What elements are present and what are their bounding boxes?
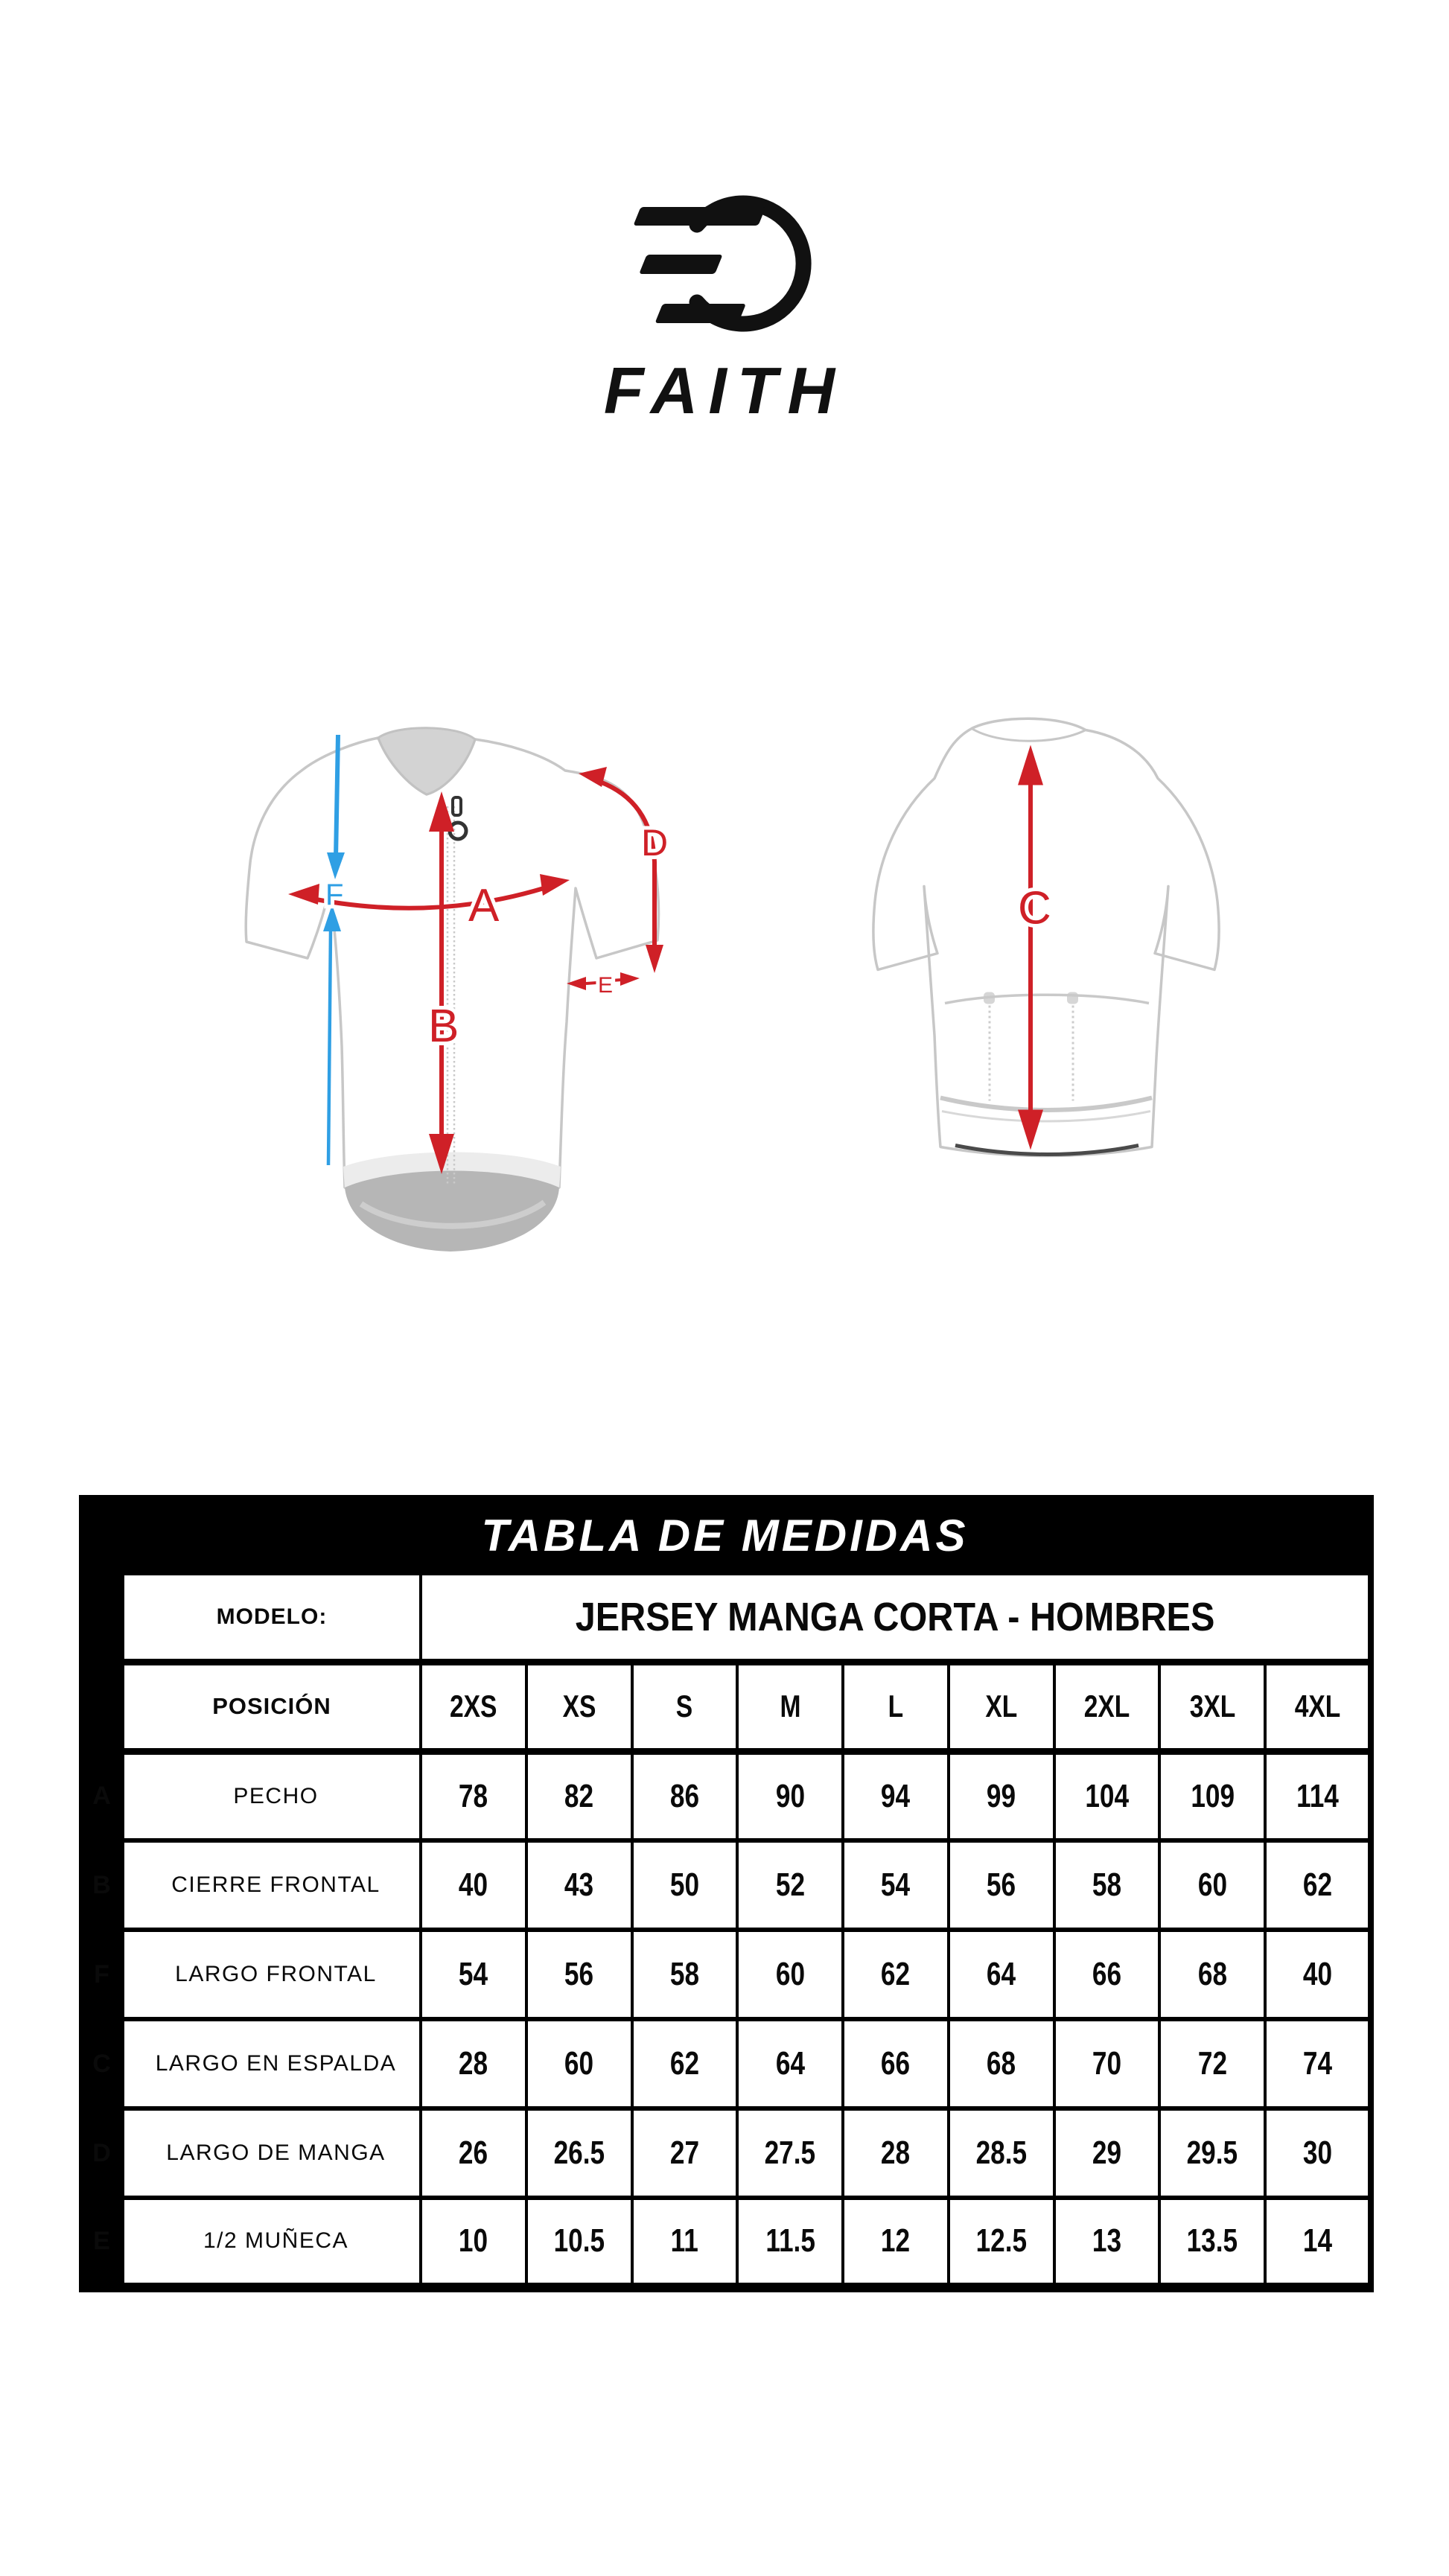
- model-label: MODELO:: [123, 1574, 421, 1662]
- row-label: LARGO FRONTAL: [123, 1930, 421, 2019]
- letter-column-spacer: [80, 1574, 123, 1662]
- model-row: [80, 1574, 1371, 1662]
- back-label-C: C: [1018, 882, 1051, 934]
- value-cell: 12: [843, 2198, 949, 2287]
- table-row: [80, 2019, 1371, 2108]
- letter-column-spacer: [80, 1662, 123, 1751]
- value-cell: 13.5: [1159, 2198, 1265, 2287]
- value-cell: 43: [526, 1840, 632, 1930]
- size-table: [79, 1495, 1374, 2292]
- value-cell: 58: [632, 1930, 738, 2019]
- table-title: TABLA DE MEDIDAS: [80, 1496, 1371, 1574]
- value-cell: 40: [421, 1840, 526, 1930]
- value-cell: 60: [526, 2019, 632, 2108]
- size-header: 2XL: [1054, 1662, 1160, 1751]
- front-label-A: A: [468, 880, 500, 931]
- front-label-E: E: [598, 973, 614, 998]
- front-label-D: D: [641, 822, 669, 864]
- row-letter: E: [80, 2198, 123, 2287]
- value-cell: 26.5: [526, 2108, 632, 2198]
- value-cell: 72: [1159, 2019, 1265, 2108]
- value-cell: 104: [1054, 1751, 1160, 1840]
- value-cell: 90: [737, 1751, 843, 1840]
- size-header: 4XL: [1265, 1662, 1371, 1751]
- row-label: 1/2 MUÑECA: [123, 2198, 421, 2287]
- size-header: L: [843, 1662, 949, 1751]
- size-header: XS: [526, 1662, 632, 1751]
- row-letter: D: [80, 2108, 123, 2198]
- front-label-B: B: [428, 1001, 459, 1052]
- value-cell: 11.5: [737, 2198, 843, 2287]
- faith-logo: [628, 188, 821, 337]
- value-cell: 28: [843, 2108, 949, 2198]
- value-cell: 68: [1159, 1930, 1265, 2019]
- value-cell: 28.5: [949, 2108, 1054, 2198]
- value-cell: 70: [1054, 2019, 1160, 2108]
- table-row: [80, 2198, 1371, 2287]
- value-cell: 66: [843, 2019, 949, 2108]
- value-cell: 68: [949, 2019, 1054, 2108]
- front-label-F: F: [325, 879, 344, 911]
- value-cell: 28: [421, 2019, 526, 2108]
- value-cell: 78: [421, 1751, 526, 1840]
- row-label: PECHO: [123, 1751, 421, 1840]
- row-letter: B: [80, 1840, 123, 1930]
- row-label: LARGO DE MANGA: [123, 2108, 421, 2198]
- value-cell: 62: [632, 2019, 738, 2108]
- value-cell: 64: [949, 1930, 1054, 2019]
- value-cell: 52: [737, 1840, 843, 1930]
- size-header: XL: [949, 1662, 1054, 1751]
- value-cell: 56: [526, 1930, 632, 2019]
- value-cell: 86: [632, 1751, 738, 1840]
- value-cell: 14: [1265, 2198, 1371, 2287]
- value-cell: 29: [1054, 2108, 1160, 2198]
- value-cell: 99: [949, 1751, 1054, 1840]
- value-cell: 60: [1159, 1840, 1265, 1930]
- value-cell: 94: [843, 1751, 949, 1840]
- row-label: LARGO EN ESPALDA: [123, 2019, 421, 2108]
- back-jersey-diagram: [806, 706, 1287, 1260]
- value-cell: 27.5: [737, 2108, 843, 2198]
- value-cell: 54: [843, 1840, 949, 1930]
- size-header: 2XS: [421, 1662, 526, 1751]
- value-cell: 54: [421, 1930, 526, 2019]
- value-cell: 50: [632, 1840, 738, 1930]
- table-row: [80, 1930, 1371, 2019]
- sizes-row: [80, 1662, 1371, 1751]
- row-letter: C: [80, 2019, 123, 2108]
- value-cell: 114: [1265, 1751, 1371, 1840]
- row-letter: A: [80, 1751, 123, 1840]
- value-cell: 10: [421, 2198, 526, 2287]
- value-cell: 12.5: [949, 2198, 1054, 2287]
- size-table-body: [80, 1496, 1371, 2287]
- value-cell: 62: [1265, 1840, 1371, 1930]
- value-cell: 10.5: [526, 2198, 632, 2287]
- size-header: 3XL: [1159, 1662, 1265, 1751]
- value-cell: 29.5: [1159, 2108, 1265, 2198]
- value-cell: 66: [1054, 1930, 1160, 2019]
- value-cell: 30: [1265, 2108, 1371, 2198]
- value-cell: 27: [632, 2108, 738, 2198]
- value-cell: 13: [1054, 2198, 1160, 2287]
- brand-wordmark: FAITH: [603, 354, 846, 427]
- position-label: POSICIÓN: [123, 1662, 421, 1751]
- table-row: [80, 1751, 1371, 1840]
- value-cell: 40: [1265, 1930, 1371, 2019]
- value-cell: 56: [949, 1840, 1054, 1930]
- table-row: [80, 1840, 1371, 1930]
- back-jersey-outline: [873, 718, 1219, 1155]
- table-row: [80, 2108, 1371, 2198]
- front-jersey-diagram: [218, 710, 687, 1268]
- value-cell: 58: [1054, 1840, 1160, 1930]
- value-cell: 11: [632, 2198, 738, 2287]
- value-cell: 60: [737, 1930, 843, 2019]
- value-cell: 64: [737, 2019, 843, 2108]
- value-cell: 109: [1159, 1751, 1265, 1840]
- value-cell: 74: [1265, 2019, 1371, 2108]
- row-label: CIERRE FRONTAL: [123, 1840, 421, 1930]
- value-cell: 62: [843, 1930, 949, 2019]
- table-title-row: [80, 1496, 1371, 1574]
- model-value: JERSEY MANGA CORTA - HOMBRES: [421, 1574, 1371, 1662]
- value-cell: 26: [421, 2108, 526, 2198]
- size-header: M: [737, 1662, 843, 1751]
- speed-circle-logo-icon: [628, 188, 821, 337]
- value-cell: 82: [526, 1751, 632, 1840]
- row-letter: F: [80, 1930, 123, 2019]
- size-header: S: [632, 1662, 738, 1751]
